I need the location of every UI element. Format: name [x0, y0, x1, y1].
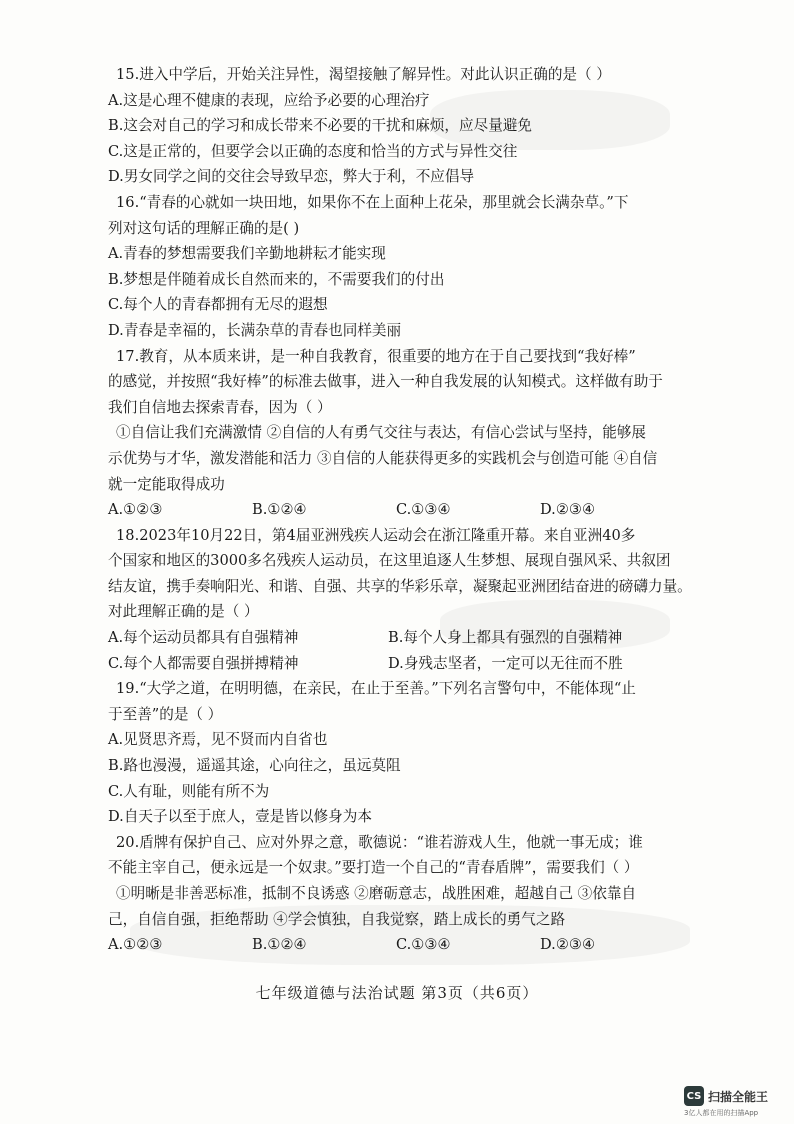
option-b: B.路也漫漫，遥遥其途，心向往之，虽远莫阻: [108, 757, 401, 775]
option-row: [108, 625, 684, 651]
option-row: [108, 932, 684, 958]
question-stem-cont: 结友谊，携手奏响阳光、和谐、自强、共享的华彩乐章，凝聚起亚洲团结奋进的磅礴力量。: [108, 577, 692, 595]
option-a: A.①②③: [108, 936, 163, 954]
statement-list-cont: 就一定能取得成功: [108, 475, 225, 493]
question-stem-cont: 列对这句话的理解正确的是( ): [108, 219, 300, 237]
option-a: A.青春的梦想需要我们辛勤地耕耘才能实现: [108, 245, 386, 263]
option-d: D.身残志坚者，一定可以无往而不胜: [388, 654, 623, 672]
question-stem-cont: 个国家和地区的3000多名残疾人运动员，在这里追逐人生梦想、展现自强风采、共叙团: [108, 552, 671, 570]
option-d: D.男女同学之间的交往会导致早恋，弊大于利，不应倡导: [108, 168, 475, 186]
option-c: C.这是正常的，但要学会以正确的态度和恰当的方式与异性交往: [108, 142, 518, 160]
question-stem: 15.进入中学后，开始关注异性，渴望接触了解异性。对此认识正确的是（ ）: [116, 66, 611, 83]
option-b: B.梦想是伴随着成长自然而来的，不需要我们的付出: [108, 270, 445, 288]
option-d: D.青春是幸福的，长满杂草的青春也同样美丽: [108, 321, 402, 339]
page-footer: 七年级道德与法治试题 第3页（共6页）: [255, 984, 539, 1002]
scanner-logo-icon: CS: [684, 1086, 704, 1106]
statement-list-cont: 己，自信自强，拒绝帮助 ④学会慎独，自我觉察，踏上成长的勇气之路: [108, 910, 566, 928]
option-c: C.①③④: [396, 936, 451, 954]
option-b: B.这会对自己的学习和成长带来不必要的干扰和麻烦，应尽量避免: [108, 117, 532, 135]
question-stem: 18.2023年10月22日，第4届亚洲残疾人运动会在浙江隆重开幕。来自亚洲40多: [116, 526, 636, 544]
option-b: B.①②④: [252, 936, 307, 954]
option-row: [108, 497, 684, 523]
statement-list-cont: 示优势与才华，激发潜能和活力 ③自信的人能获得更多的实践机会与创造可能 ④自信: [108, 449, 658, 467]
question-stem: 20.盾牌有保护自己、应对外界之意，歌德说：“谁若游戏人生，他就一事无成；谁: [116, 833, 643, 851]
statement-list: ①自信让我们充满激情 ②自信的人有勇气交往与表达，有信心尝试与坚持，能够展: [116, 424, 647, 442]
option-a: A.见贤思齐焉，见不贤而内自省也: [108, 731, 328, 749]
option-c: C.每个人都需要自强拼搏精神: [108, 654, 299, 672]
option-d: D.②③④: [540, 936, 596, 954]
question-16: [108, 190, 684, 344]
scanner-watermark: [684, 1086, 768, 1106]
question-18: [108, 523, 692, 677]
option-a: A.每个运动员都具有自强精神: [108, 629, 299, 647]
scanner-app-name: 扫描全能王: [708, 1089, 769, 1104]
option-d: D.自天子以至于庶人，壹是皆以修身为本: [108, 808, 372, 826]
question-20: [108, 830, 684, 958]
question-stem-cont: 我们自信地去探索青春，因为（ ）: [108, 398, 332, 416]
option-a: A.①②③: [108, 501, 163, 519]
question-stem-cont: 不能主宰自己，便永远是一个奴隶。”要打造一个自己的“青春盾牌”，需要我们（ ）: [108, 859, 639, 877]
option-c: C.人有耻，则能有所不为: [108, 782, 270, 800]
question-15: [108, 62, 684, 190]
question-stem: 16.“青春的心就如一块田地，如果你不在上面种上花朵，那里就会长满杂草。”下: [116, 193, 629, 211]
question-list: [108, 62, 692, 958]
option-d: D.②③④: [540, 501, 596, 519]
question-17: [108, 344, 684, 523]
option-b: B.①②④: [252, 501, 307, 519]
option-c: C.①③④: [396, 501, 451, 519]
question-19: [108, 676, 684, 830]
option-row: [108, 651, 684, 677]
question-stem: 17.教育，从本质来讲，是一种自我教育，很重要的地方在于自己要找到“我好棒”: [116, 347, 636, 365]
scanner-tagline: 3亿人都在用的扫描App: [684, 1109, 759, 1117]
option-c: C.每个人的青春都拥有无尽的遐想: [108, 296, 328, 314]
question-stem: 19.“大学之道，在明明德，在亲民，在止于至善。”下列名言警句中，不能体现“止: [116, 680, 636, 698]
statement-list: ①明晰是非善恶标准，抵制不良诱惑 ②磨砺意志，战胜困难，超越自己 ③依靠自: [116, 885, 637, 902]
option-b: B.每个人身上都具有强烈的自强精神: [388, 629, 623, 647]
question-stem-cont: 的感觉，并按照“我好棒”的标准去做事，进入一种自我发展的认知模式。这样做有助于: [108, 373, 663, 391]
question-stem-cont: 对此理解正确的是（ ）: [108, 603, 259, 621]
option-a: A.这是心理不健康的表现，应给予必要的心理治疗: [108, 91, 430, 109]
question-stem-cont: 于至善”的是（ ）: [108, 705, 223, 723]
